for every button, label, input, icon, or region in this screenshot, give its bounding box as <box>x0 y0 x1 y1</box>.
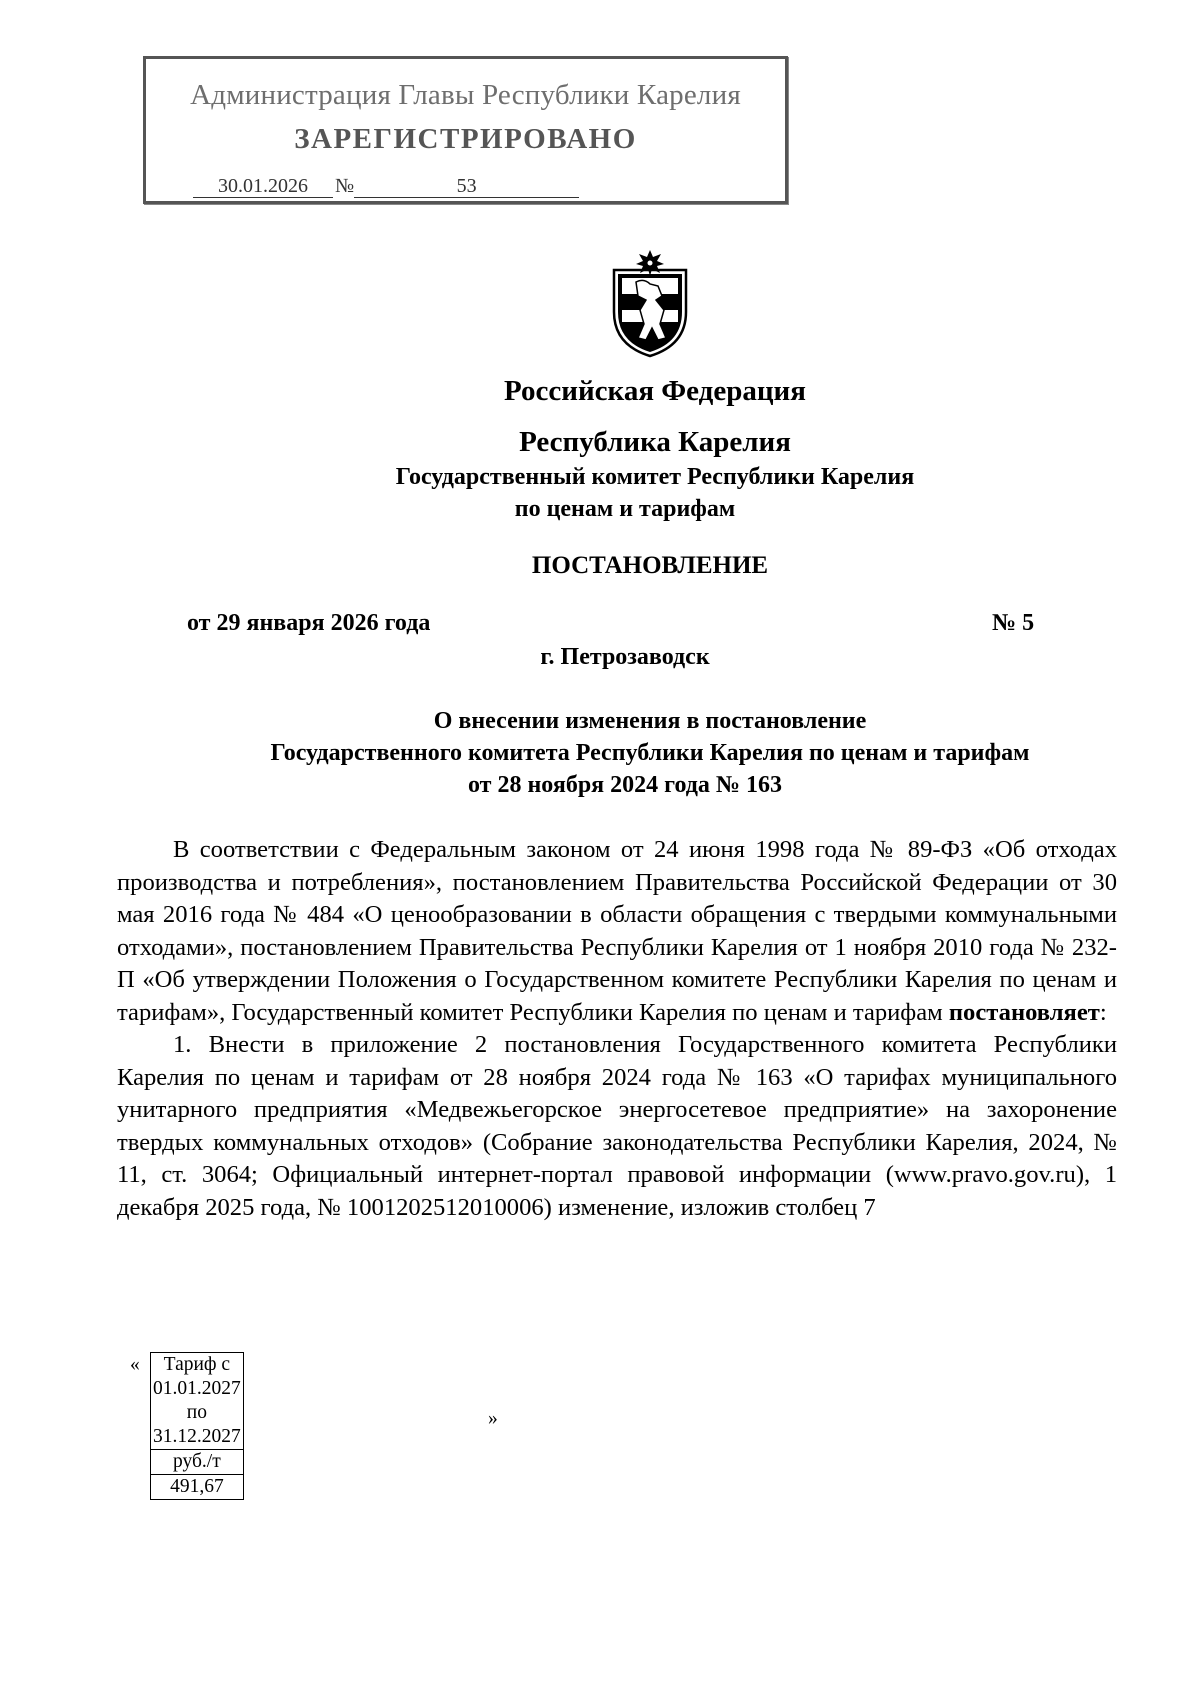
registration-stamp <box>143 56 788 204</box>
preamble-bold: постановляет <box>948 998 1100 1026</box>
preamble-colon: : <box>1099 998 1107 1026</box>
document-date: от 29 января 2026 года <box>187 610 431 636</box>
stamp-number: 53 <box>354 175 579 198</box>
stamp-organization: Администрация Главы Республики Карелия <box>190 79 741 111</box>
committee-heading-line2: по ценам и тарифам <box>514 496 736 522</box>
tariff-table <box>150 1352 244 1500</box>
item-1-paragraph: 1. Внести в приложение 2 постановления Государственного комитета Республики Карелия по ценам и тарифам от 28 ноября 2024 года № 163 «О тарифах муниципального унитарного предприятия «Медвежьегорское энергосетевое предприятие» на захоронение твердых коммунальных отходов» (Собрание законодательства Республики Карелия, 2024, № 11, ст. 3064; Официальный интернет-портал правовой информации (www.pravo.gov.ru), 1 декабря 2025 года, № 1001202512010006) изменение, изложив столбец 7 <box>117 1031 1117 1221</box>
document-number: № 5 <box>992 610 1035 636</box>
stamp-date: 30.01.2026 <box>193 175 333 198</box>
open-quote: « <box>130 1354 140 1375</box>
preamble-paragraph <box>117 834 1117 1029</box>
stamp-number-line <box>335 175 579 198</box>
table-row <box>151 1353 244 1450</box>
table-cell-header: Тариф с 01.01.2027 по 31.12.2027 <box>151 1353 244 1450</box>
republic-heading: Республика Карелия <box>519 426 791 458</box>
title-line3: от 28 ноября 2024 года № 163 <box>467 772 783 798</box>
table-cell-value: 491,67 <box>151 1475 244 1500</box>
title-line2: Государственного комитета Республики Карелия по ценам и тарифам <box>270 740 1030 766</box>
stamp-status: ЗАРЕГИСТРИРОВАНО <box>294 123 637 155</box>
karelia-coat-of-arms-icon <box>606 250 694 360</box>
table-row <box>151 1475 244 1500</box>
table-cell-unit: руб./т <box>151 1450 244 1475</box>
preamble-text: В соответствии с Федеральным законом от 24 июня 1998 года № 89-ФЗ «Об отходах производства и потребления», постановлением Правительства Российской Федерации от 30 мая 2016 года № 484 «О ценообразовании в области обращения с твердыми коммунальными отходами», постановлением Правительства Республики Карелия от 1 ноября 2010 года № 232-П «Об утверждении Положения о Государственном комитете Республики Карелия по ценам и тарифам», Государственный комитет Республики Карелия по ценам и тарифам <box>117 836 1117 1026</box>
document-city: г. Петрозаводск <box>540 644 710 670</box>
title-line1: О внесении изменения в постановление <box>433 708 867 734</box>
close-quote: » <box>488 1408 498 1429</box>
committee-heading-line1: Государственный комитет Республики Карелия <box>395 464 915 490</box>
document-body <box>117 834 1117 1224</box>
table-row <box>151 1450 244 1475</box>
stamp-date-line <box>193 175 333 198</box>
stamp-number-sign: № <box>335 175 355 197</box>
country-heading: Российская Федерация <box>504 375 806 407</box>
document-type: ПОСТАНОВЛЕНИЕ <box>531 552 769 579</box>
